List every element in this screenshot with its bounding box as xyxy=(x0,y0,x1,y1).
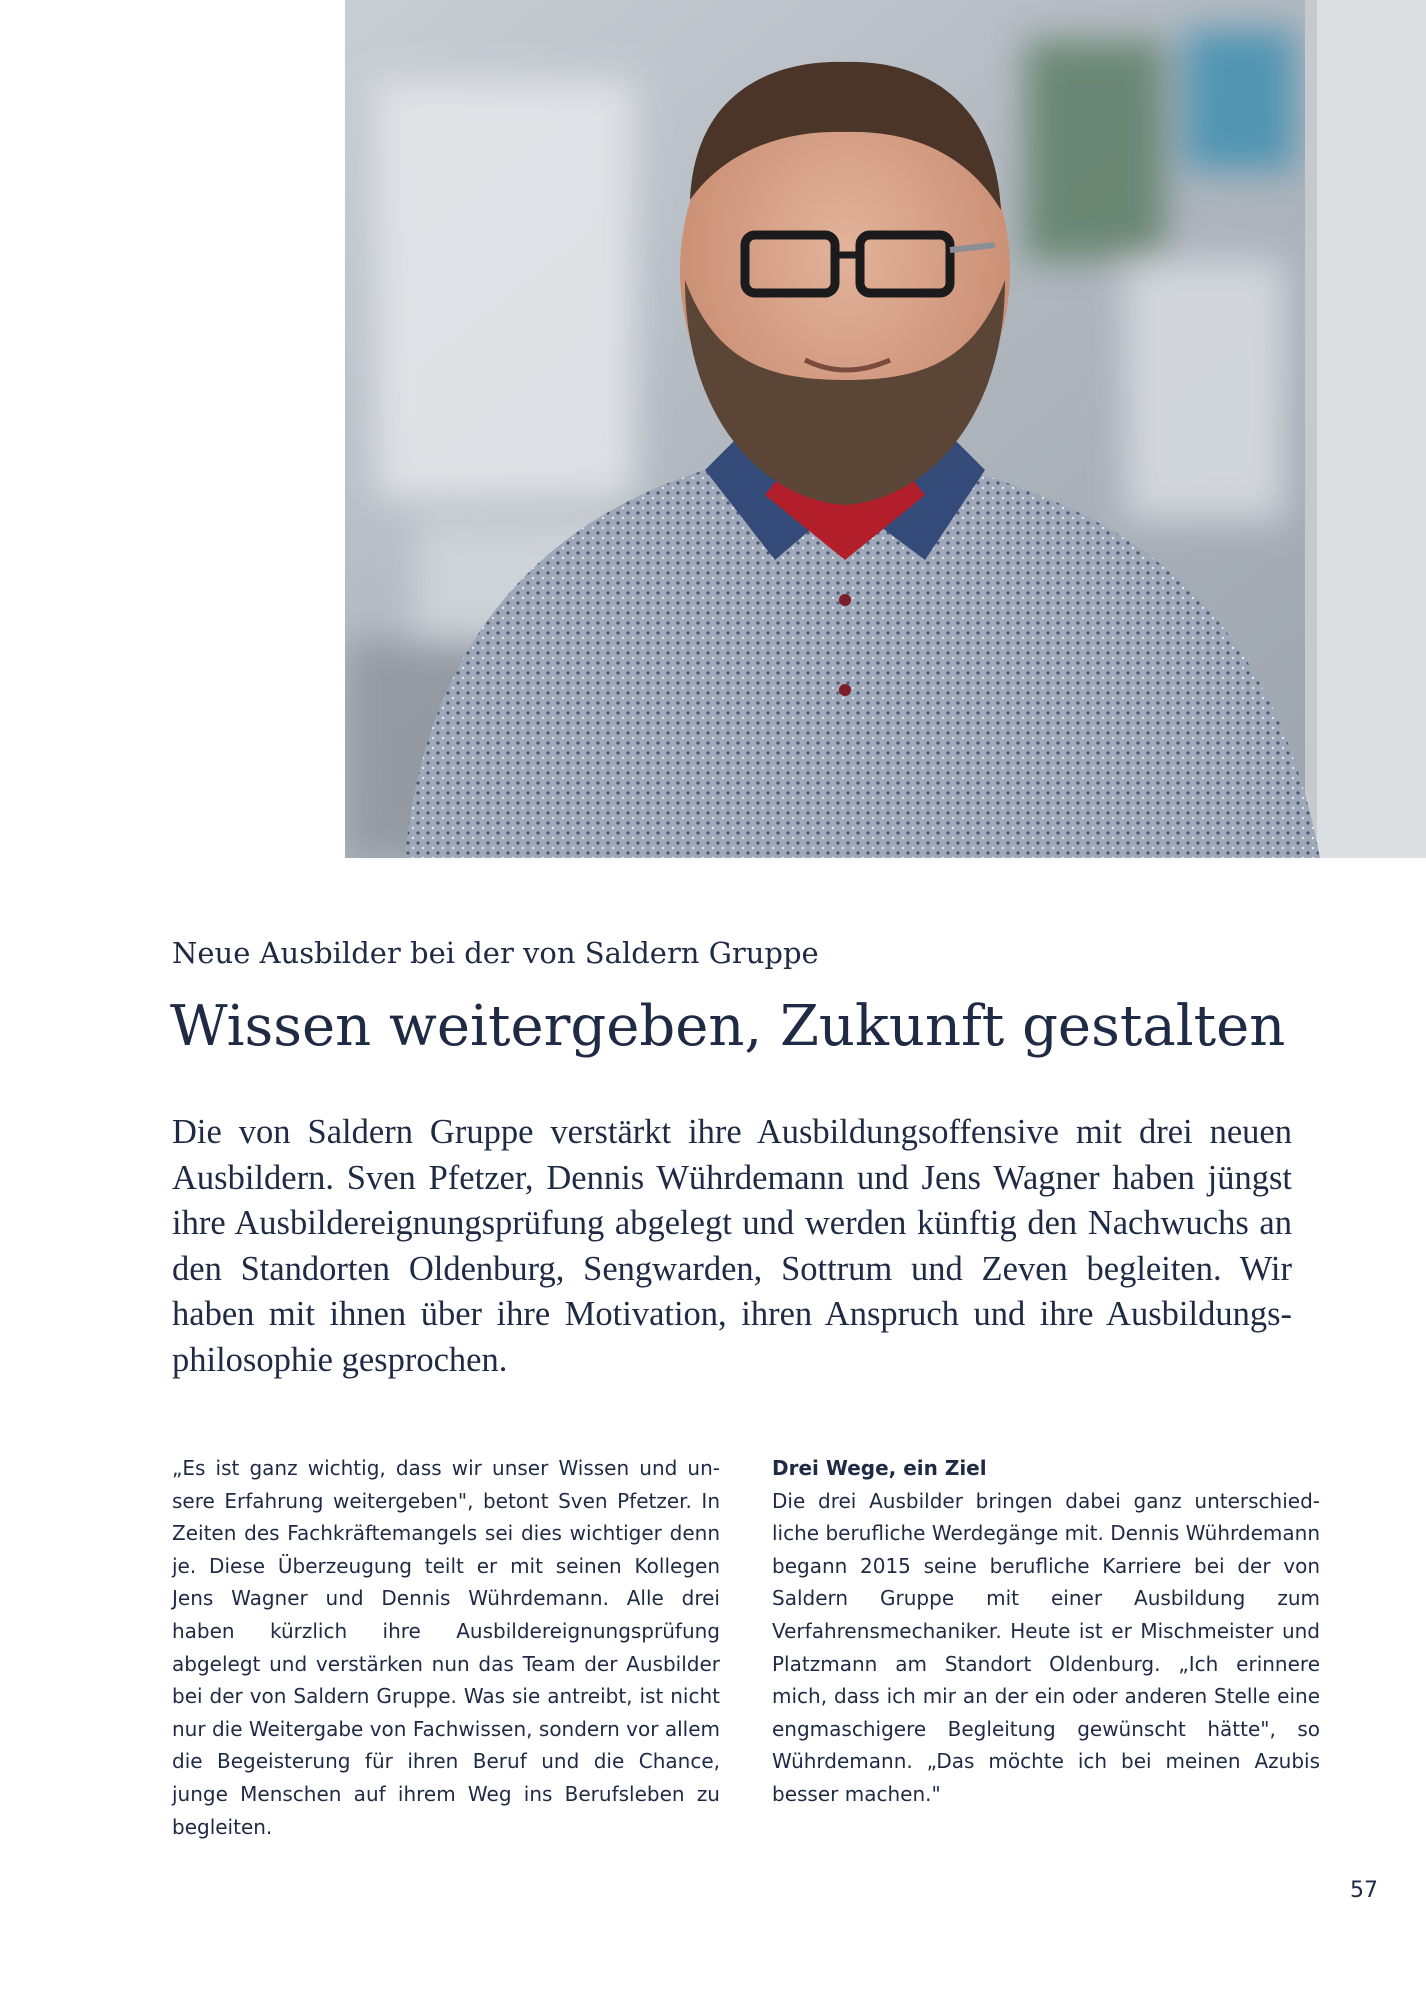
page-number: 57 xyxy=(1350,1878,1378,1903)
section-heading: Drei Wege, ein Ziel xyxy=(772,1456,987,1480)
body-column-right xyxy=(772,1452,1320,1811)
portrait-photo xyxy=(345,0,1426,858)
kicker: Neue Ausbilder bei der von Saldern Gruppe xyxy=(172,936,819,970)
body-paragraph: Die drei Ausbilder bringen dabei ganz unterschiedliche berufliche Werdegänge mit. Dennis Wührdemann begann 2015 seine berufliche Karriere bei der von Saldern Gruppe mit einer Ausbildung zum Verfahrensmechaniker. Heute ist er Mischmeister und Platzmann am Standort Oldenburg. „Ich erinnere mich, dass ich mir an der ein oder anderen Stelle eine engmaschigere Begleitung gewünscht hätte", so Wührdemann. „Das möchte ich bei meinen Azubis besser machen." xyxy=(772,1488,1320,1806)
body-paragraph: „Es ist ganz wichtig, dass wir unser Wissen und unsere Erfahrung weitergeben", betont Sven Pfetzer. In Zeiten des Fachkräftemangels sei dies wichtiger denn je. Diese Überzeugung teilt er mit seinen Kollegen Jens Wagner und Dennis Wührdemann. Alle drei haben kürzlich ihre Ausbildereignungsprüfung abgelegt und verstärken nun das Team der Ausbilder bei der von Saldern Gruppe. Was sie antreibt, ist nicht nur die Weitergabe von Fachwissen, sondern vor allem die Begeisterung für ihren Beruf und die Chance, junge Menschen auf ihrem Weg ins Berufsleben zu begleiten. xyxy=(172,1456,720,1839)
body-column-left xyxy=(172,1452,720,1843)
article-headline: Wissen weitergeben, Zukunft gestalten xyxy=(170,994,1286,1059)
article-lead: Die von Saldern Gruppe verstärkt ihre Ausbildungsoffensive mit drei neuen Ausbildern. Sven Pfetzer, Dennis Wührdemann und Jens Wagner haben jüngst ihre Ausbildereignungsprüfung abgelegt und werden künftig den Nachwuchs an den Standorten Oldenburg, Sengwarden, Sottrum und Zeven begleiten. Wir haben mit ihnen über ihre Motivation, ihren Anspruch und ihre Ausbildungsphilosophie gesprochen. xyxy=(172,1113,1292,1379)
